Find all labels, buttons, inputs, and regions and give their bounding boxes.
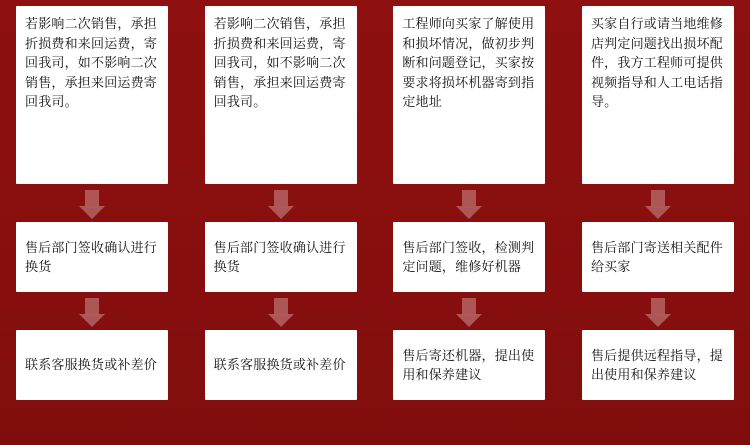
flow-column-1 [16,6,168,435]
arrow-head [268,314,294,327]
flow-card-step2 [16,222,168,292]
down-arrow-icon [582,292,734,330]
flow-card-step3 [205,330,357,400]
flow-card-step3 [582,330,734,400]
flow-card-text: 若影响二次销售，承担折损费和来回运费，寄回我司，如不影响二次销售，承担来回运费寄回我司。 [25,16,158,109]
flow-card-step1 [393,6,545,184]
flow-card-text: 售后寄还机器，提出使用和保养建议 [402,347,535,382]
down-arrow-icon [16,292,168,330]
flow-column-2 [205,6,357,435]
down-arrow-icon [393,292,545,330]
flow-card-step3 [16,330,168,400]
flow-card-text: 售后部门签收确认进行换货 [25,239,158,274]
flow-card-step1 [205,6,357,184]
flow-card-text: 联系客服换货或补差价 [25,357,158,373]
flow-card-step3 [393,330,545,400]
arrow-head [645,314,671,327]
flow-card-step2 [205,222,357,292]
flow-card-text: 工程师向买家了解使用和损坏情况，做初步判断和问题登记，买家按要求将损坏机器寄到指定地址 [402,16,535,109]
arrow-head [268,206,294,219]
flow-card-text: 联系客服换货或补差价 [213,357,346,373]
flow-column-4 [582,6,734,435]
arrow-head [456,314,482,327]
flow-card-text: 售后部门签收，检测判定问题，维修好机器 [402,239,535,274]
flow-card-text: 售后部门寄送相关配件给买家 [590,239,723,274]
arrow-head [79,314,105,327]
flow-card-text: 售后提供远程指导，提出使用和保养建议 [590,347,723,382]
flow-card-step2 [582,222,734,292]
arrow-head [456,206,482,219]
flow-card-text: 售后部门签收确认进行换货 [213,239,346,274]
flow-card-text: 若影响二次销售，承担折损费和来回运费，寄回我司，如不影响二次销售，承担来回运费寄回我司。 [213,16,346,109]
flow-card-step1 [16,6,168,184]
down-arrow-icon [205,184,357,222]
arrow-head [79,206,105,219]
flow-card-step1 [582,6,734,184]
down-arrow-icon [205,292,357,330]
flow-card-text: 买家自行或请当地维修店判定问题找出损坏配件，我方工程师可提供视频指导和人工电话指导。 [590,16,723,109]
arrow-head [645,206,671,219]
down-arrow-icon [393,184,545,222]
flow-card-step2 [393,222,545,292]
flow-column-3 [393,6,545,435]
down-arrow-icon [16,184,168,222]
down-arrow-icon [582,184,734,222]
